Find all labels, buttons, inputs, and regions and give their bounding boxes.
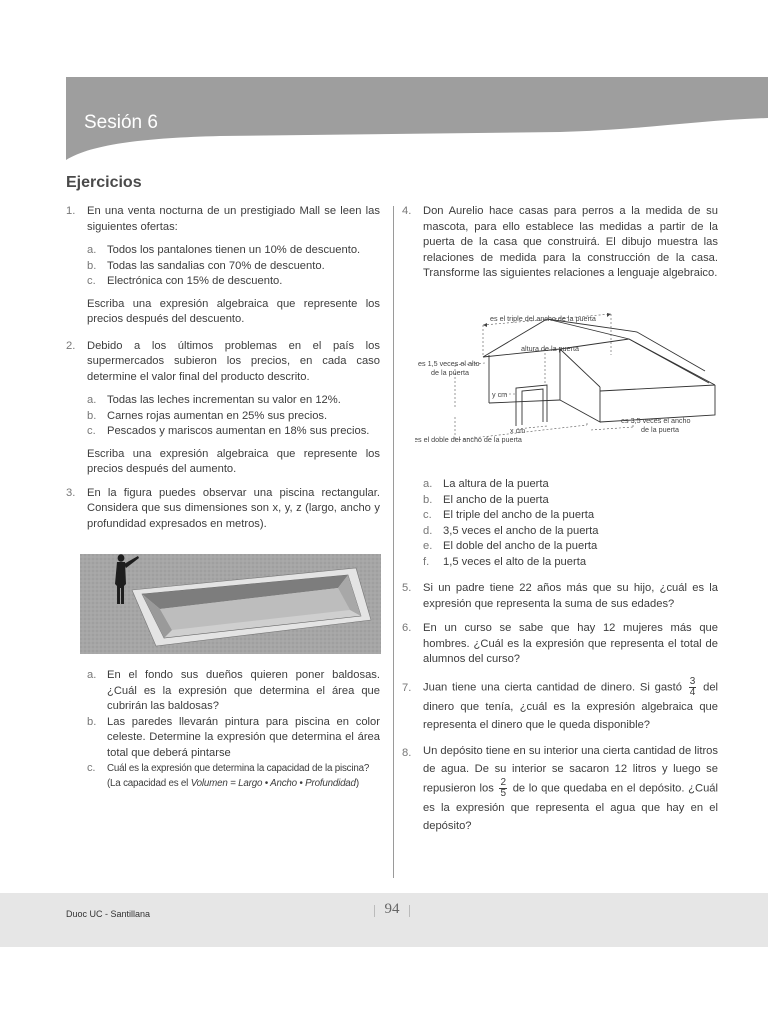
exercise-text: En la figura puedes observar una piscina rectangular. Considera que sus dimensiones son x, y, z (largo, ancho y profundidad expresados en metros).: [87, 486, 380, 530]
right-column-bottom: [402, 477, 718, 835]
session-title: Sesión 6: [84, 112, 158, 133]
list-item: a. En el fondo sus dueños quieren poner baldosas. ¿Cuál es la expresión que determina el área que cubrirán las baldosas?: [87, 669, 380, 712]
exercise-6: 6. En un curso se sabe que hay 12 mujeres más que hombres. ¿Cuál es la expresión que representa el total de alumnos del curso?: [402, 622, 718, 665]
list-item: b. El ancho de la puerta: [423, 493, 549, 506]
list-item: b. Las paredes llevarán pintura para piscina en color celeste. Determine la expresión que determina el área total que deberá pintarse: [87, 715, 380, 759]
label-x: x cm: [510, 426, 526, 435]
fraction-3-4: $\frac{3}{4}$: [689, 675, 696, 698]
list-item: a. La altura de la puerta: [423, 478, 549, 490]
exercise-text: En una venta nocturna de un prestigiado Mall se leen las siguientes ofertas:: [87, 205, 380, 233]
exercise-8: 8. Un depósito tiene en su interior una cierta cantidad de litros de agua. De su interior se sacaron 12 litros y luego se repusieron los $\frac{2}{5}$ de lo que quedaba en el depósito. ¿Cuál es la expresión que representa el agua que hay en el depósito?: [402, 744, 718, 832]
volume-formula: Volumen = Largo • Ancho • Profundidad: [190, 778, 356, 789]
label-y: y cm: [492, 390, 508, 399]
header-banner: [0, 0, 768, 170]
label-triple: es el triple del ancho de la puerta: [490, 314, 596, 323]
list-item: c. Pescados y mariscos aumentan en 18% sus precios.: [87, 425, 370, 437]
label-altura: altura de la puerta: [521, 344, 579, 353]
page-number: 94: [366, 901, 418, 918]
section-title: Ejercicios: [66, 174, 142, 191]
exercise-closing: Escriba una expresión algebraica que represente los precios después del aumento.: [87, 447, 380, 475]
list-item: e. El doble del ancho de la puerta: [423, 540, 598, 552]
left-column: [66, 204, 380, 532]
label-1-5-veces-2: de la puerta: [431, 368, 469, 377]
exercise-2: 2. Debido a los últimos problemas en el país los supermercados subieron los precios, en cada caso determine el valor final del producto descrito.: [66, 339, 380, 383]
list-item: c. Cuál es la expresión que determina la capacidad de la piscina? (La capacidad es el Volumen = Largo • Ancho • Profundidad): [87, 762, 370, 789]
list-item: a. Todas las leches incrementan su valor en 12%.: [87, 394, 341, 406]
exercise-number: 1.: [66, 205, 76, 217]
list-item: c. El triple del ancho de la puerta: [423, 509, 595, 521]
label-1-5-veces: es 1,5 veces el alto: [418, 359, 480, 368]
list-item: c. Electrónica con 15% de descuento.: [87, 275, 283, 287]
publisher-label: Duoc UC - Santillana: [66, 909, 151, 919]
list-item: b. Todas las sandalias con 70% de descuento.: [87, 259, 325, 272]
exercise-4: 4. Don Aurelio hace casas para perros a la medida de su mascota, para ello establece las medidas a partir de la puerta de la casa que construirá. El dibujo muestra las relaciones de medida para la construcción de la casa. Transforme las siguientes relaciones a lenguaje algebraico.: [402, 205, 718, 279]
list-item: b. Carnes rojas aumentan en 25% sus precios.: [87, 409, 328, 422]
exercise-7: 7. Juan tiene una cierta cantidad de dinero. Si gastó $\frac{3}{4}$ del dinero que tenía, ¿cuál es la expresión algebraica que representa el dinero que le queda disponible?: [402, 675, 719, 731]
exercise-closing: Escriba una expresión algebraica que represente los precios después del descuento.: [87, 297, 380, 325]
list-item: d. 3,5 veces el ancho de la puerta: [423, 524, 599, 537]
right-column: [402, 204, 718, 282]
label-doble: es el doble del ancho de la puerta: [415, 435, 522, 444]
list-item: f. 1,5 veces el alto de la puerta: [423, 555, 587, 568]
exercise-1: [66, 204, 380, 235]
exercise-text: Don Aurelio hace casas para perros a la medida de su mascota, para ello establece las medidas a partir de la puerta de la casa que construirá. El dibujo muestra las relaciones de medida para la construcción de la casa. Transforme las siguientes relaciones a lenguaje algebraico.: [423, 205, 718, 279]
left-column-bottom: [66, 668, 380, 791]
pool-illustration: [80, 554, 381, 654]
doghouse-figure: [415, 305, 720, 450]
label-3-5-veces-2: de la puerta: [641, 425, 679, 434]
fraction-2-5: $\frac{2}{5}$: [500, 776, 507, 799]
banner-shape: [0, 0, 768, 170]
list-item: a. Todos los pantalones tienen un 10% de descuento.: [87, 244, 361, 256]
label-3-5-veces: es 3,5 veces el ancho: [621, 416, 691, 425]
exercise-3: 3. En la figura puedes observar una piscina rectangular. Considera que sus dimensiones son x, y, z (largo, ancho y profundidad expresados en metros).: [66, 486, 380, 530]
exercise-5: 5. Si un padre tiene 22 años más que su hijo, ¿cuál es la expresión que representa la suma de sus edades?: [402, 582, 718, 610]
page-footer: [0, 893, 768, 947]
exercise-text: Debido a los últimos problemas en el país los supermercados subieron los precios, en cada caso determine el valor final del producto descrito.: [87, 339, 380, 383]
column-divider: [393, 206, 394, 878]
